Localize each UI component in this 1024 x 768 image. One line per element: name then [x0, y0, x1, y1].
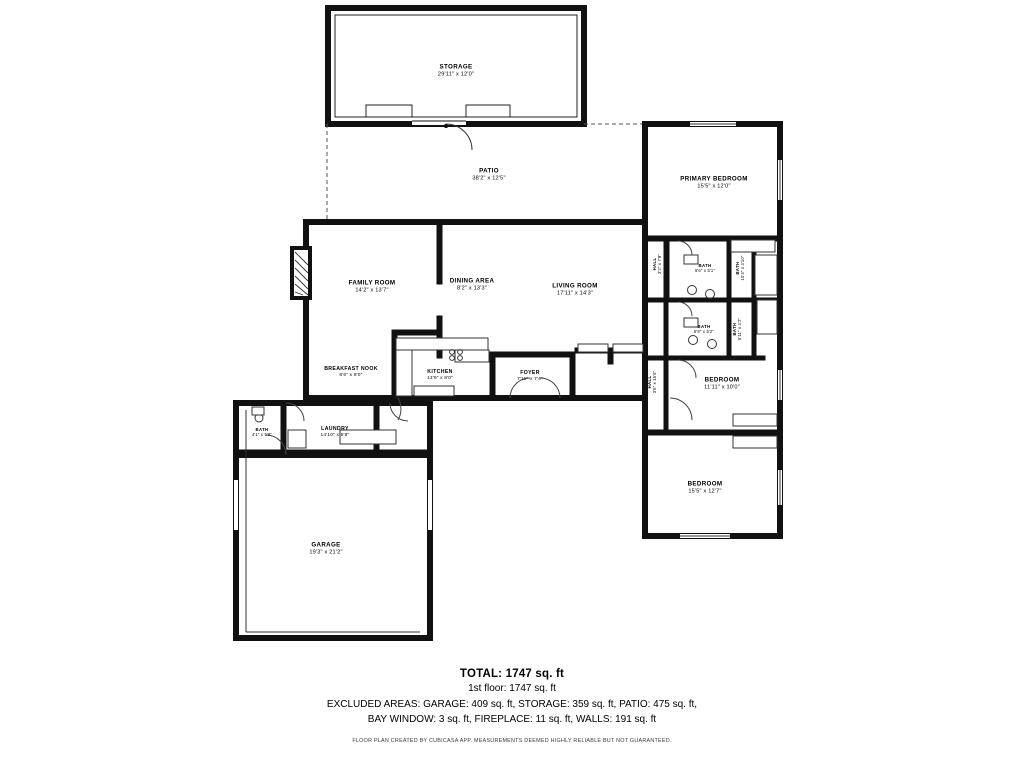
room-dimensions: 15'5" x 12'0": [697, 183, 731, 190]
room-dimensions: 19'3" x 21'2": [309, 549, 343, 556]
room-dimensions: 11'11" x 10'0": [704, 384, 740, 391]
room-name: HALL: [651, 257, 657, 271]
room-name: BEDROOM: [704, 376, 740, 384]
total-line: [0, 668, 1024, 680]
room-name: STORAGE: [439, 63, 473, 71]
room-name: BATH: [698, 262, 712, 268]
room-dimensions: 3'2" x 7'9": [657, 253, 663, 275]
room-name: BEDROOM: [687, 480, 723, 488]
room-name: FOYER: [520, 369, 540, 376]
room-name: HALL: [646, 375, 652, 389]
room-name: FAMILY ROOM: [348, 279, 396, 287]
room-name: BREAKFAST NOOK: [324, 365, 378, 372]
room-dimensions: 10'3" x 4'10": [740, 255, 746, 281]
room-dimensions: 15'5" x 12'7": [688, 488, 722, 495]
storage-building: [328, 8, 584, 150]
room-dimensions: 3'6" x 15'6": [652, 370, 658, 394]
room-dimensions: 13'9" x 8'0": [426, 375, 454, 381]
total-label: TOTAL:: [459, 668, 503, 680]
room-name: BATH: [734, 261, 740, 275]
room-dimensions: 14'2" x 13'7": [355, 287, 389, 294]
room-dimensions: 5'11" x 4'2": [737, 317, 743, 341]
room-dimensions: 38'2" x 12'5": [472, 175, 506, 182]
room-name: GARAGE: [311, 541, 341, 549]
patio-area: [327, 124, 645, 228]
room-name: PATIO: [479, 167, 499, 175]
room-name: PRIMARY BEDROOM: [680, 175, 748, 183]
room-name: KITCHEN: [427, 368, 453, 375]
room-name: BATH: [731, 322, 737, 336]
room-dimensions: 4'1" x 5'8": [251, 432, 273, 438]
room-name: LAUNDRY: [321, 425, 349, 432]
summary-block: [0, 668, 1024, 744]
room-name: DINING AREA: [449, 277, 495, 285]
room-name: LIVING ROOM: [552, 282, 598, 290]
main-house-walls: [236, 124, 780, 638]
room-name: BATH: [697, 323, 711, 329]
room-dimensions: 8'2" x 13'3": [457, 285, 487, 292]
room-dimensions: 14'10" x 5'8": [320, 432, 350, 438]
room-dimensions: 17'11" x 14'3": [556, 290, 594, 297]
excluded-line-1: EXCLUDED AREAS: GARAGE: 409 sq. ft, STORAGE: 359 sq. ft, PATIO: 475 sq. ft,: [326, 699, 698, 710]
room-dimensions: 7'11" x 7'4": [517, 376, 543, 382]
disclaimer: FLOOR PLAN CREATED BY CUBICASA APP. MEASUREMENTS DEEMED HIGHLY RELIABLE BUT NOT GUARANTEED.: [352, 738, 672, 744]
total-value: 1747 sq. ft: [505, 668, 565, 680]
room-dimensions: 5'6" x 5'1": [694, 268, 716, 274]
floor-line: 1st floor: 1747 sq. ft: [468, 683, 556, 694]
room-name: BATH: [255, 426, 269, 432]
excluded-line-2: BAY WINDOW: 3 sq. ft, FIREPLACE: 11 sq. ft, WALLS: 191 sq. ft: [367, 713, 657, 725]
room-dimensions: 8'6" x 8'0": [339, 372, 363, 378]
room-dimensions: 5'8" x 5'2": [693, 329, 715, 335]
room-dimensions: 29'11" x 12'0": [437, 71, 475, 78]
